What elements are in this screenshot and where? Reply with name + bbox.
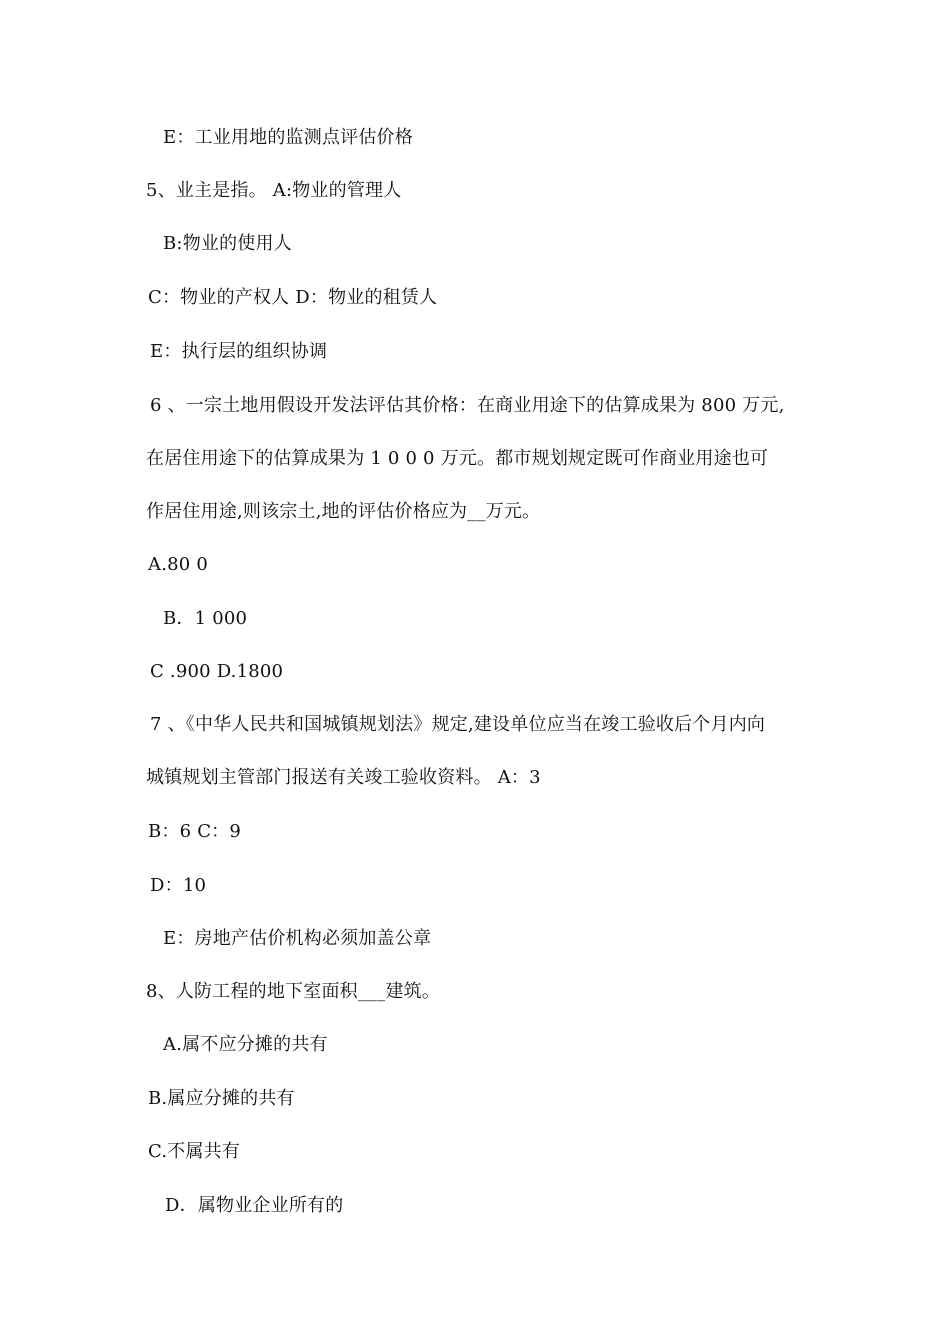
option-d-10: D：10 xyxy=(150,875,207,896)
question-7-line-2: 城镇规划主管部门报送有关竣工验收资料。 A：3 xyxy=(146,767,541,788)
question-7-line-1: 7 、《中华人民共和国城镇规划法》规定,建设单位应当在竣工验收后个月内向 xyxy=(150,714,766,735)
option-c-not-common: C.不属共有 xyxy=(148,1141,241,1162)
question-6-line-2: 在居住用途下的估算成果为 1 0 0 0 万元。都市规划规定既可作商业用途也可 xyxy=(146,448,769,469)
options-b-c-6-9: B：6 C：9 xyxy=(148,821,242,842)
option-b-property-user: B:物业的使用人 xyxy=(163,233,292,254)
question-8-civil-defense: 8、人防工程的地下室面积___建筑。 xyxy=(146,981,441,1002)
option-e-coordination: E：执行层的组织协调 xyxy=(150,341,328,362)
option-b-shared: B.属应分摊的共有 xyxy=(148,1088,295,1109)
question-6-line-3: 作居住用途,则该宗土,地的评估价格应为__万元。 xyxy=(146,501,541,522)
option-e-seal: E：房地产估价机构必须加盖公章 xyxy=(163,928,432,949)
options-c-d-owner-tenant: C：物业的产权人 D：物业的租赁人 xyxy=(148,287,438,308)
question-5-owner: 5、业主是指。 A:物业的管理人 xyxy=(146,180,402,201)
options-c-d-900-1800: C .900 D.1800 xyxy=(150,661,284,682)
option-d-enterprise-owned: D．属物业企业所有的 xyxy=(165,1195,344,1216)
option-b-1000: B．1 000 xyxy=(163,608,248,629)
option-e-monitoring-price: E：工业用地的监测点评估价格 xyxy=(163,127,413,148)
option-a-not-shared: A.属不应分摊的共有 xyxy=(163,1034,328,1055)
question-6-line-1: 6 、一宗土地用假设开发法评估其价格：在商业用途下的估算成果为 800 万元, xyxy=(150,395,785,416)
option-a-800: A.80 0 xyxy=(148,554,208,575)
